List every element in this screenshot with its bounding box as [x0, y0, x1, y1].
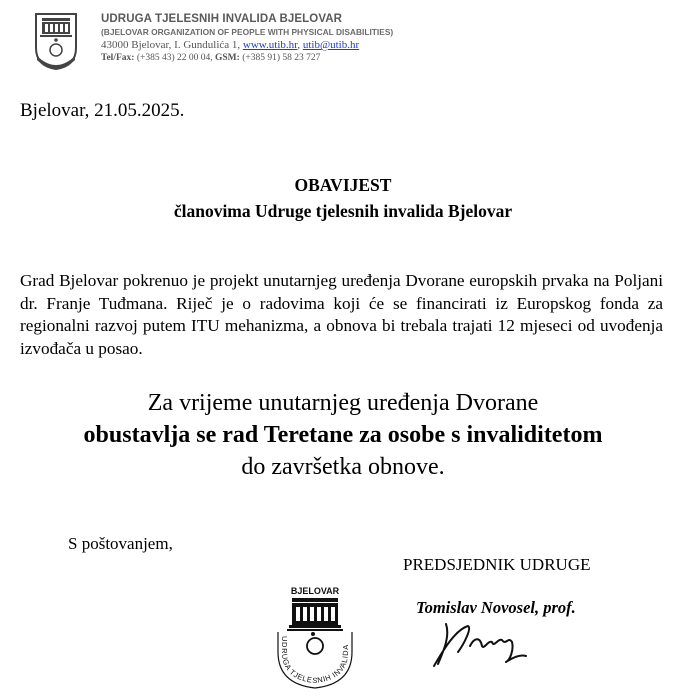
stamp-top-text: BJELOVAR — [290, 586, 340, 596]
notice-line-2: obustavlja se rad Teretane za osobe s invaliditetom — [83, 422, 603, 448]
date-line: Bjelovar, 21.05.2025. — [20, 100, 185, 121]
org-name-en: (BJELOVAR ORGANIZATION OF PEOPLE WITH PHYSICAL DISABILITIES) — [101, 27, 394, 37]
letterhead — [101, 12, 661, 65]
wheelchair-icon — [307, 638, 323, 654]
letterhead-logo — [34, 12, 78, 70]
handwritten-signature — [428, 616, 538, 676]
tel-label: Tel/Fax: — [101, 53, 135, 63]
signer-role: PREDSJEDNIK UDRUGE — [403, 555, 591, 574]
tel-value: (+385 43) 22 00 04, — [136, 53, 213, 63]
document-title: OBAVIJEST — [294, 175, 392, 195]
stamp-ring-text: UDRUGA TJELESNIH INVALIDA — [279, 636, 351, 686]
website-link[interactable]: www.utib.hr — [242, 39, 298, 51]
signer-name: Tomislav Novosel, prof. — [416, 598, 576, 617]
org-name: UDRUGA TJELESNIH INVALIDA BJELOVAR — [101, 13, 343, 25]
address-line: 43000 Bjelovar, I. Gundulića 1, www.utib.hr, utib@utib.hr — [101, 39, 360, 51]
notice-line-3: do završetka obnove. — [241, 454, 445, 480]
gsm-value: (+385 91) 58 23 727 — [242, 53, 321, 63]
contact-line — [101, 52, 661, 65]
email-link[interactable]: utib@utib.hr — [302, 39, 360, 51]
greeting: S poštovanjem, — [68, 534, 173, 553]
body-paragraph: Grad Bjelovar pokrenuo je projekt unutarnjeg uređenja Dvorane europskih prvaka na Poljani dr. Franje Tuđmana. Riječ je o radovima koji će se financirati iz Europskog fonda za regionalni razvoj putem ITU mehanizma, a obnova bi trebala trajati 12 mjeseci od uvođenja izvođača u posao. — [20, 271, 663, 358]
svg-text:UDRUGA TJELESNIH INVALIDA — [280, 636, 350, 685]
document-subtitle: članovima Udruge tjelesnih invalida Bjelovar — [173, 201, 513, 221]
wheelchair-emblem-icon — [34, 12, 78, 70]
notice-line-1: Za vrijeme unutarnjeg uređenja Dvorane — [147, 390, 539, 416]
gsm-label: GSM: — [215, 53, 240, 63]
official-stamp — [262, 584, 368, 690]
address: 43000 Bjelovar, I. Gundulića 1, — [101, 39, 241, 51]
